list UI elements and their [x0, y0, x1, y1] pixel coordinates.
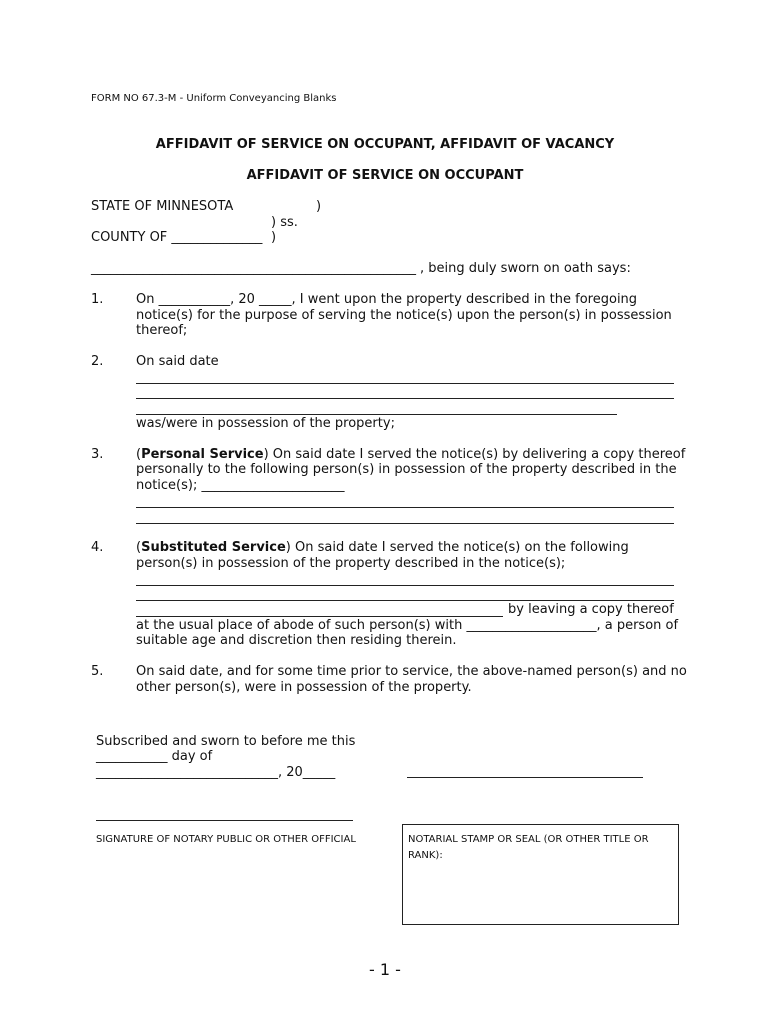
item-1-line-1: On ___________, 20 _____, I went upon the property described in the foregoing: [136, 292, 638, 307]
section-title: AFFIDAVIT OF SERVICE ON OCCUPANT: [246, 168, 524, 183]
page-number: - 1 -: [369, 960, 401, 979]
item-3-line-1: (Personal Service) On said date I served the notice(s) by delivering a copy thereof: [136, 447, 686, 462]
item-4-blank-line: [136, 600, 674, 601]
document-title: AFFIDAVIT OF SERVICE ON OCCUPANT, AFFIDAVIT OF VACANCY: [155, 137, 615, 152]
notary-signature-label: SIGNATURE OF NOTARY PUBLIC OR OTHER OFFICIAL: [96, 834, 356, 845]
item-4-line-1: (Substituted Service) On said date I served the notice(s) on the following: [136, 540, 629, 555]
item-2-blank-line: [136, 383, 674, 384]
item-2-line-1: On said date: [136, 354, 219, 369]
item-4-leaving-copy: by leaving a copy thereof: [508, 602, 674, 617]
item-3-number: 3.: [91, 447, 104, 462]
item-1-line-2: notice(s) for the purpose of serving the notice(s) upon the person(s) in possession: [136, 308, 672, 323]
notary-signature-line: [96, 820, 353, 821]
item-2-blank-line: [136, 398, 674, 399]
item-5-line-2: other person(s), were in possession of the property.: [136, 680, 472, 695]
notarial-seal-box: [402, 824, 679, 925]
jurat-line-1: Subscribed and sworn to before me this: [96, 734, 356, 749]
item-1-number: 1.: [91, 292, 104, 307]
item-4-blank-line: [136, 585, 674, 586]
item-4-line-5: suitable age and discretion then residing therein.: [136, 633, 457, 648]
seal-label-line-1: NOTARIAL STAMP OR SEAL (OR OTHER TITLE OR: [408, 834, 649, 845]
item-3-line-3: notice(s); ______________________: [136, 478, 345, 493]
seal-label-line-2: RANK):: [408, 850, 443, 861]
item-4-blank-line: [136, 616, 503, 617]
item-2-number: 2.: [91, 354, 104, 369]
substituted-service-heading: Substituted Service: [141, 540, 286, 555]
affiant-name-blank: __________________________________________________: [91, 261, 416, 276]
state-label: STATE OF MINNESOTA: [91, 199, 234, 214]
form-number: FORM NO 67.3-M - Uniform Conveyancing Blanks: [91, 93, 337, 104]
item-5-number: 5.: [91, 664, 104, 679]
item-2-tail: was/were in possession of the property;: [136, 416, 395, 431]
item-4-number: 4.: [91, 540, 104, 555]
item-3-blank-line: [136, 523, 674, 524]
item-4-line-4: at the usual place of abode of such person(s) with ____________________, a person of: [136, 618, 679, 633]
item-5-line-1: On said date, and for some time prior to service, the above-named person(s) and no: [136, 664, 687, 679]
personal-service-heading: Personal Service: [141, 447, 264, 462]
item-3-blank-line: [136, 507, 674, 508]
venue-paren-1: ): [316, 199, 322, 214]
affiant-signature-line: [407, 777, 643, 778]
sworn-statement: , being duly sworn on oath says:: [420, 261, 631, 276]
venue-paren-3: ): [271, 230, 277, 245]
item-4-line-2: person(s) in possession of the property described in the notice(s);: [136, 556, 566, 571]
venue-ss: ) ss.: [271, 215, 298, 230]
item-2-blank-line: [136, 414, 617, 415]
jurat-line-2: ___________ day of: [96, 749, 213, 764]
item-3-line-2: personally to the following person(s) in possession of the property described in the: [136, 462, 677, 477]
county-label: COUNTY OF ______________: [91, 230, 263, 245]
jurat-line-3: ____________________________, 20_____: [96, 765, 336, 780]
item-1-line-3: thereof;: [136, 323, 188, 338]
